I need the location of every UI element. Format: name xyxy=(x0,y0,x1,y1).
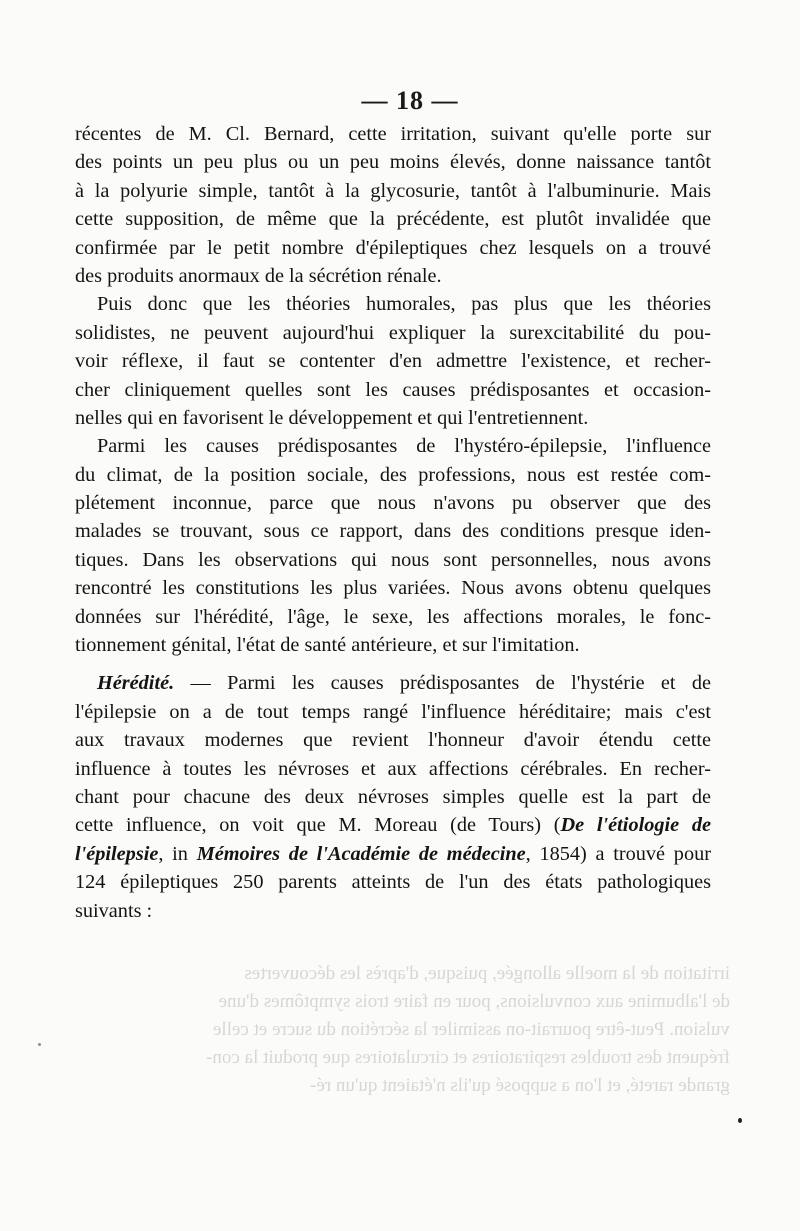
text-line: influence à toutes les névroses et aux affections cérébrales. En recher- xyxy=(75,757,711,780)
journal-title: Mémoires de l'Académie de médecine xyxy=(196,842,526,865)
ink-speck xyxy=(738,1118,742,1123)
bleed-line: irritation de la moelle allongée, puisque, d'après les découvertes xyxy=(244,963,730,984)
text-line: récentes de M. Cl. Bernard, cette irritation, suivant qu'elle porte sur xyxy=(75,123,711,145)
text-fragment: , in xyxy=(158,842,197,865)
citation-title: l'épilepsie xyxy=(75,842,159,865)
citation-title: De l'étiologie de xyxy=(560,814,711,837)
text-line: 124 épileptiques 250 parents atteints de l'un des états pathologiques xyxy=(75,871,711,894)
text-fragment: cette influence, on voit que M. Moreau (de Tours) ( xyxy=(75,814,561,837)
section-heading: Hérédité. xyxy=(97,672,175,695)
text-line: du climat, de la position sociale, des professions, nous est restée com- xyxy=(75,463,711,486)
text-fragment: — Parmi les causes prédisposantes de l'hystérie et de xyxy=(174,672,711,695)
paragraph-heredite xyxy=(75,669,711,925)
text-line: tiques. Dans les observations qui nous sont personnelles, nous avons xyxy=(75,548,711,571)
text-line: des produits anormaux de la sécrétion rénale. xyxy=(75,264,442,287)
text-line: aux travaux modernes que revient l'honneur d'avoir étendu cette xyxy=(75,729,711,752)
paragraph-3 xyxy=(75,432,711,659)
bleed-line: vulsion. Peut-être pourrait-on assimiler la sécrétion du sucre et celle xyxy=(212,1019,730,1040)
text-line: Puis donc que les théories humorales, pas plus que les théories xyxy=(97,293,711,316)
text-line: confirmée par le petit nombre d'épileptiques chez lesquels on a trouvé xyxy=(75,236,711,259)
bleed-line: fréquent des troubles respiratoires et circulatoires que produit la con- xyxy=(206,1047,730,1068)
text-line: Parmi les causes prédisposantes de l'hystéro-épilepsie, l'influence xyxy=(97,435,711,458)
bleed-line: de l'albumine aux convulsions, pour en faire trois symptômes d'une xyxy=(218,991,730,1012)
text-line: voir réflexe, il faut se contenter d'en admettre l'existence, et recher- xyxy=(75,350,711,373)
body-text xyxy=(75,120,711,925)
text-line: cher cliniquement quelles sont les causes prédisposantes et occasion- xyxy=(75,378,711,401)
text-line xyxy=(75,811,711,839)
text-line xyxy=(75,840,711,868)
ink-speck xyxy=(38,1043,41,1046)
text-line: rencontré les constitutions les plus variées. Nous avons obtenu quelques xyxy=(75,577,711,600)
text-line: données sur l'hérédité, l'âge, le sexe, les affections morales, le fonc- xyxy=(75,605,711,628)
text-line: nelles qui en favorisent le développement et qui l'entretiennent. xyxy=(75,406,589,429)
text-fragment: , 1854) a trouvé pour xyxy=(525,842,711,865)
paragraph-2 xyxy=(75,290,711,432)
text-line xyxy=(75,669,711,697)
text-line: suivants : xyxy=(75,899,153,922)
section-gap xyxy=(75,659,711,669)
text-line: tionnement génital, l'état de santé antérieure, et sur l'imitation. xyxy=(75,634,580,657)
text-line: l'épilepsie on a de tout temps rangé l'influence héréditaire; mais c'est xyxy=(75,700,711,723)
text-line: plétement inconnue, parce que nous n'avons pu observer que des xyxy=(75,492,711,515)
text-line: malades se trouvant, sous ce rapport, dans des conditions presque iden- xyxy=(75,520,711,543)
bleed-line: grande rareté, et l'on a supposé qu'ils n'étaient qu'un ré- xyxy=(310,1075,730,1096)
text-line: à la polyurie simple, tantôt à la glycosurie, tantôt à l'albuminurie. Mais xyxy=(75,179,711,202)
bleed-through-text xyxy=(70,960,730,1110)
text-line: solidistes, ne peuvent aujourd'hui expliquer la surexcitabilité du pou- xyxy=(75,321,711,344)
page-number: — 18 — xyxy=(361,86,459,115)
paragraph-1 xyxy=(75,120,711,290)
text-line: cette supposition, de même que la précédente, est plutôt invalidée que xyxy=(75,208,711,231)
text-line: des points un peu plus ou un peu moins élevés, donne naissance tantôt xyxy=(75,151,711,174)
text-line: chant pour chacune des deux névroses simples quelle est la part de xyxy=(75,785,711,808)
